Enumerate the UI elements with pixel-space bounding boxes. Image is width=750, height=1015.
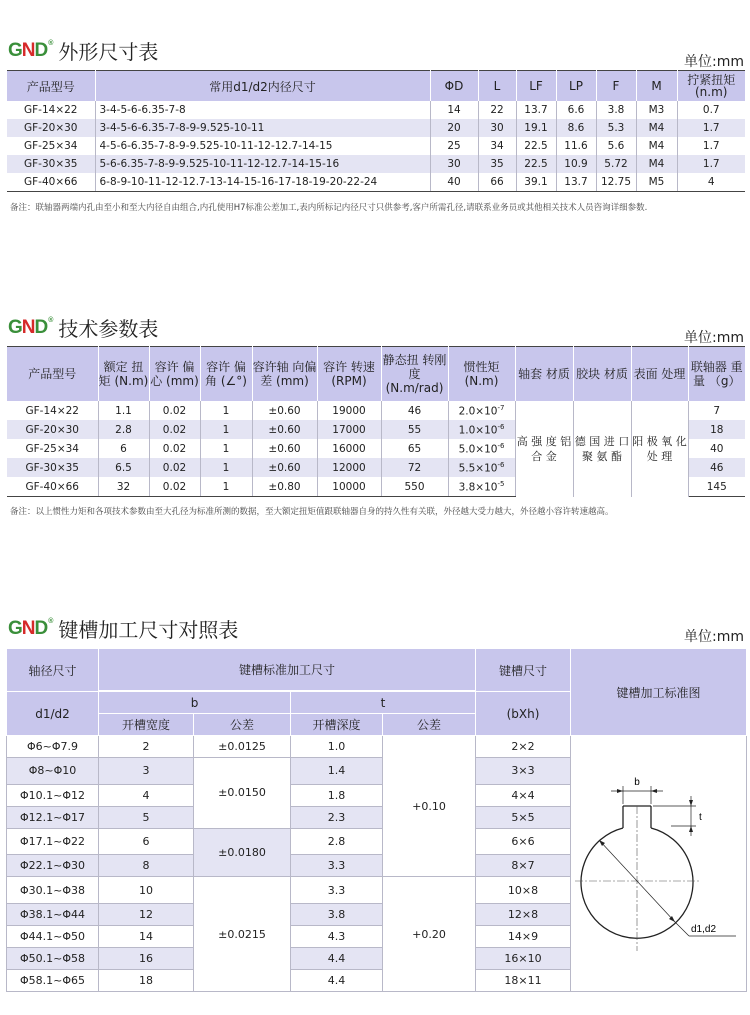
- table-row: GF-20×30 3-4-5-6-6.35-7-8-9-9.525-10-11 20 30 19.1 8.6 5.3 M4 1.7: [7, 119, 745, 137]
- surface-treatment: 阳 极 氧 化 处 理: [631, 401, 688, 497]
- sleeve-material: 高 强 度 铝 合 金: [515, 401, 573, 497]
- col-header: 轴套 材质: [515, 347, 573, 402]
- table-row: Φ17.1~Φ22 6 ±0.0180 2.8 6×6: [7, 828, 747, 855]
- col-header: 产品型号: [7, 347, 98, 402]
- gnd-logo: G N D ®: [8, 316, 53, 338]
- tol-t-2: +0.20: [383, 877, 476, 992]
- header-tol-t: 公差: [383, 714, 476, 736]
- col-header: 产品型号: [7, 71, 95, 102]
- table-row: Φ10.1~Φ12 4 1.8 4×4: [7, 784, 747, 806]
- keyway-table: [6, 648, 747, 992]
- header-t: t: [291, 692, 476, 714]
- unit-label: 单位:mm: [684, 54, 744, 70]
- table-note: 备注：以上惯性力矩和各项技术参数由至大孔径为标准所测的数据，至大额定扭矩值跟联轴器自身的持久性有关联，外径越大受力越大，外径越小容许转速越高。: [10, 507, 614, 517]
- outline-dimensions-table: [7, 70, 745, 192]
- tol-t-1: +0.10: [383, 736, 476, 877]
- tol-b-1: ±0.0125: [194, 736, 291, 758]
- table-row: Φ38.1~Φ44 12 3.8 12×8: [7, 904, 747, 926]
- col-header: F: [596, 71, 636, 102]
- tech-params-table: [7, 346, 745, 497]
- col-header: 胶块 材质: [573, 347, 631, 402]
- col-header: LF: [516, 71, 556, 102]
- section-title: 技术参数表: [58, 317, 159, 341]
- col-header: 表面 处理: [631, 347, 688, 402]
- table-row: Φ12.1~Φ17 5 2.3 5×5: [7, 806, 747, 828]
- section-keyway-header: [8, 614, 238, 643]
- tol-b-4: ±0.0215: [194, 877, 291, 992]
- table-row: Φ22.1~Φ30 8 3.3 8×7: [7, 855, 747, 877]
- dim-t-label: t: [699, 812, 702, 823]
- col-header: ΦD: [430, 71, 478, 102]
- table-row: GF-14×22 3-4-5-6-6.35-7-8 14 22 13.7 6.6 3.8 M3 0.7: [7, 101, 745, 119]
- table-row: Φ30.1~Φ38 10 ±0.0215 3.3 +0.20 10×8: [7, 877, 747, 904]
- table-row: GF-30×35 5-6-6.35-7-8-9-9.525-10-11-12-12.7-14-15-16 30 35 22.5 10.9 5.72 M4 1.7: [7, 155, 745, 173]
- col-header-torque: 拧紧扭矩 (n.m): [677, 71, 745, 102]
- block-material: 德 国 进 口 聚 氨 酯: [573, 401, 631, 497]
- header-depth: 开槽深度: [291, 714, 383, 736]
- header-width: 开槽宽度: [99, 714, 194, 736]
- header-tol-b: 公差: [194, 714, 291, 736]
- table-row: GF-25×34 6 0.02 1 ±0.60 16000 65 $5.0\times 10^{-6}$ 40: [7, 439, 745, 458]
- dim-d-label: d1,d2: [691, 924, 717, 935]
- col-header: M: [636, 71, 677, 102]
- unit-label: 单位:mm: [684, 330, 744, 346]
- table-row: Φ8~Φ10 3 ±0.0150 1.4 3×3: [7, 758, 747, 785]
- keyway-diagram: [571, 736, 747, 992]
- dim-b-label: b: [634, 777, 640, 788]
- table-row: Φ44.1~Φ50 14 4.3 14×9: [7, 926, 747, 948]
- section-outline-dimensions-header: [8, 36, 158, 65]
- col-header: 容许 转速 (RPM): [317, 347, 381, 402]
- table-note: 备注：联轴器两端内孔由至小和至大内径自由组合,内孔使用H7标准公差加工,表内所标记内径尺寸只供参考,客户所需孔径,请联系业务员或其他相关技术人员咨询详细参数.: [10, 203, 648, 213]
- table-row: GF-25×34 4-5-6-6.35-7-8-9-9.525-10-11-12-12.7-14-15 25 34 22.5 11.6 5.6 M4 1.7: [7, 137, 745, 155]
- col-header: 常用d1/d2内径尺寸: [95, 71, 430, 102]
- col-header: L: [478, 71, 516, 102]
- header-b: b: [99, 692, 291, 714]
- table-row: GF-40×66 6-8-9-10-11-12-12.7-13-14-15-16-17-18-19-20-22-24 40 66 39.1 13.7 12.75 M5 4: [7, 173, 745, 192]
- table-row: Φ58.1~Φ65 18 4.4 18×11: [7, 970, 747, 992]
- col-header: LP: [556, 71, 596, 102]
- tol-b-2: ±0.0150: [194, 758, 291, 829]
- col-header: 惯性矩 (N.m): [448, 347, 515, 402]
- header-d: d1/d2: [7, 692, 99, 736]
- col-header: 容许轴 向偏差 (mm): [252, 347, 317, 402]
- section-title: 外形尺寸表: [58, 40, 159, 64]
- header-fig: 键槽加工标准图: [571, 649, 747, 736]
- table-row: Φ50.1~Φ58 16 4.4 16×10: [7, 948, 747, 970]
- table-row: GF-14×22 1.1 0.02 1 ±0.60 19000 46 $2.0\times 10^{-7}$ 高 强 度 铝 合 金 德 国 进 口 聚 氨 酯 阳 极 氧 化 处 理 7: [7, 401, 745, 420]
- table-row: Φ6~Φ7.9 2 ±0.0125 1.0 +0.10 2×2 b t d1,d2: [7, 736, 747, 758]
- table-row: GF-20×30 2.8 0.02 1 ±0.60 17000 55 $1.0\times 10^{-6}$ 18: [7, 420, 745, 439]
- header-shaft: 轴径尺寸: [7, 649, 99, 692]
- header-bxh: (bXh): [476, 692, 571, 736]
- col-header: 静态扭 转刚度 (N.m/rad): [381, 347, 448, 402]
- col-header: 额定 扭矩 (N.m): [98, 347, 149, 402]
- keyway-diagram-svg: [571, 736, 747, 988]
- header-std: 键槽标准加工尺寸: [99, 649, 476, 691]
- header-key: 键槽尺寸: [476, 649, 571, 692]
- gnd-logo: G N D ®: [8, 39, 53, 61]
- section-title: 键槽加工尺寸对照表: [58, 618, 239, 642]
- col-header: 容许 偏角 (∠°): [200, 347, 252, 402]
- section-tech-params-header: [8, 313, 158, 342]
- table-row: GF-40×66 32 0.02 1 ±0.80 10000 550 $3.8\times 10^{-5}$ 145: [7, 477, 745, 497]
- col-header: 容许 偏心 (mm): [149, 347, 200, 402]
- unit-label: 单位:mm: [684, 629, 744, 645]
- col-header: 联轴器 重量 （g）: [688, 347, 745, 402]
- tol-b-3: ±0.0180: [194, 828, 291, 877]
- gnd-logo: G N D ®: [8, 617, 53, 639]
- table-row: GF-30×35 6.5 0.02 1 ±0.60 12000 72 $5.5\times 10^{-6}$ 46: [7, 458, 745, 477]
